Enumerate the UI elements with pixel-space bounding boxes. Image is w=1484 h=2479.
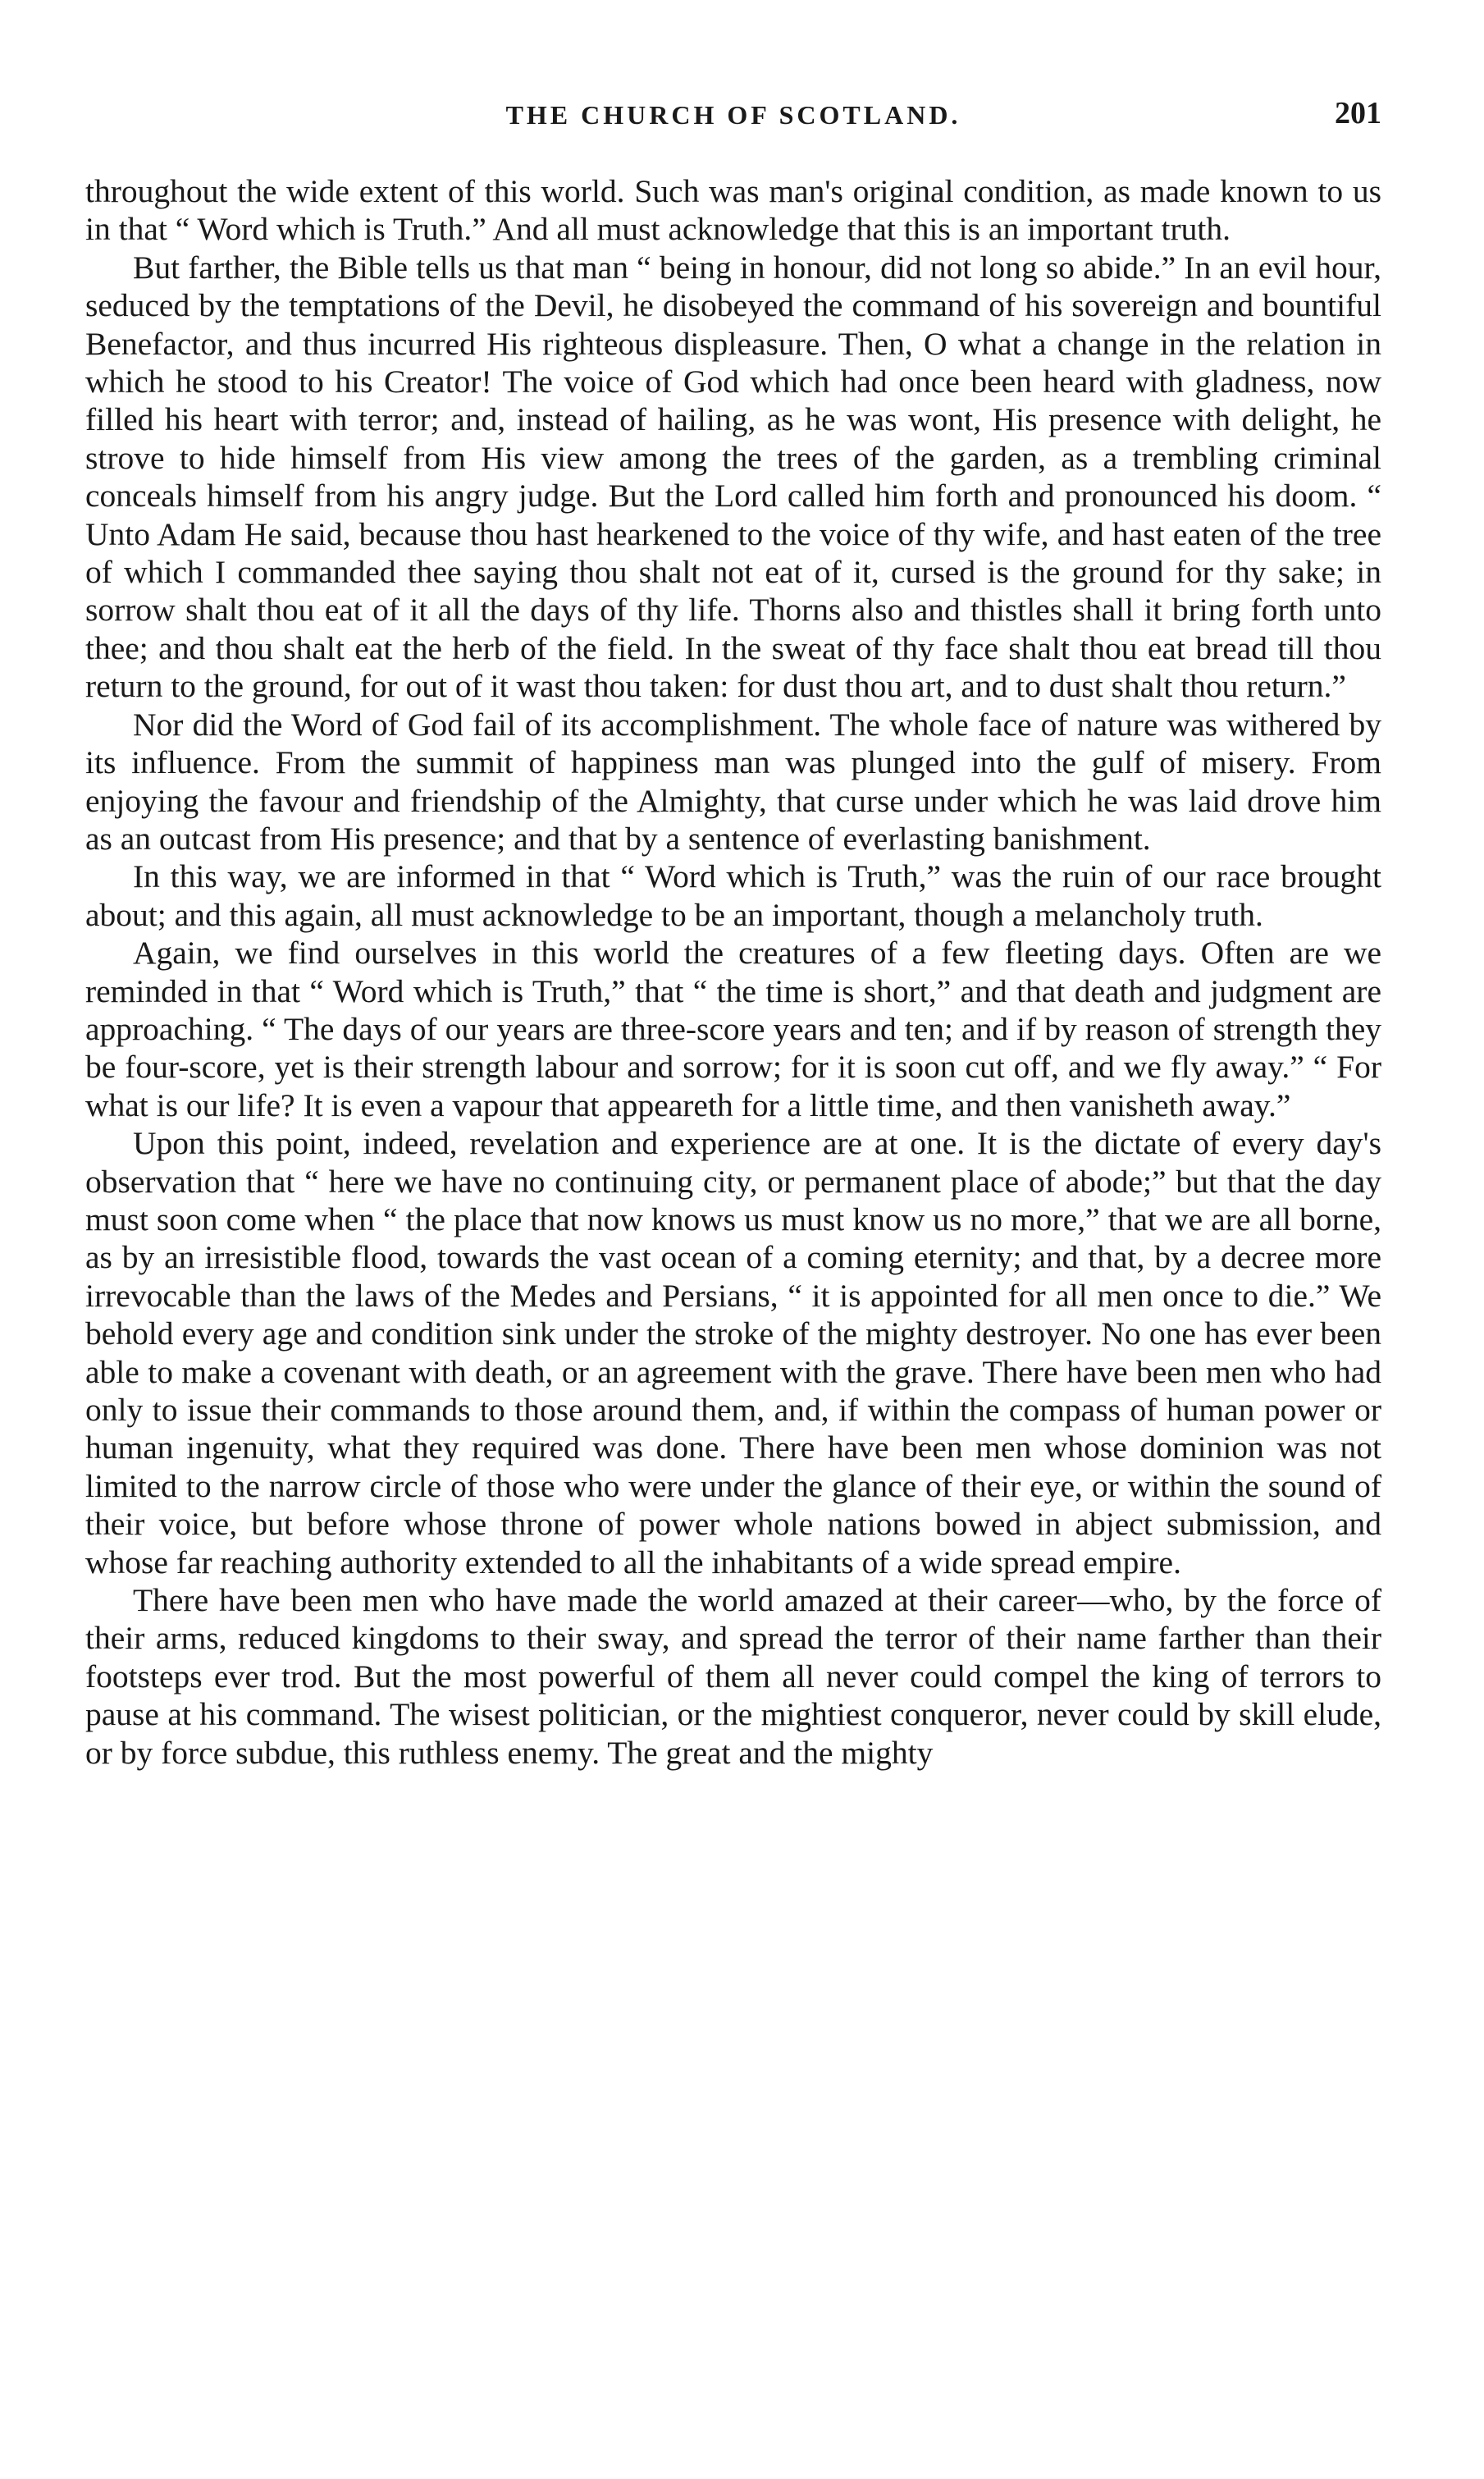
paragraph-curse-accomplished: Nor did the Word of God fail of its accomplishment. The whole face of nature was withered by its influence. From the summit of happiness man was plunged into the gulf of misery. From enjoying the favour and friendship of the Almighty, that curse under which he was laid drove him as an outcast from His presence; and that by a sentence of everlasting banishment.	[85, 706, 1381, 857]
page-number: 201	[1335, 96, 1381, 130]
paragraph-ruin-of-race: In this way, we are informed in that “ Word which is Truth,” was the ruin of our race brought about; and this again, all must acknowledge to be an important, though a melancholy truth.	[85, 858, 1381, 933]
body-text	[85, 172, 1381, 1772]
running-head	[85, 92, 1381, 141]
running-title: THE CHURCH OF SCOTLAND.	[505, 100, 961, 130]
paragraph-fleeting-days: Again, we find ourselves in this world the creatures of a few fleeting days. Often are we reminded in that “ Word which is Truth,” that “ the time is short,” and that death and judgment are approaching. “ The days of our years are three-score years and ten; and if by reason of strength they be four-score, yet is their strength labour and sorrow; for it is soon cut off, and we fly away.” “ For what is our life? It is even a vapour that appeareth for a little time, and then vanisheth away.”	[85, 935, 1381, 1123]
book-page	[85, 92, 1381, 1772]
paragraph-conquerors: There have been men who have made the world amazed at their career—who, by the force of their arms, reduced kingdoms to their sway, and spread the terror of their name farther than their footsteps ever trod. But the most powerful of them all never could compel the king of terrors to pause at his command. The wisest politician, or the mightiest conqueror, never could by skill elude, or by force subdue, this ruthless enemy. The great and the mighty	[85, 1582, 1381, 1771]
paragraph-fall-of-man: But farther, the Bible tells us that man “ being in honour, did not long so abide.” In an evil hour, seduced by the temptations of the Devil, he disobeyed the command of his sovereign and bountiful Benefactor, and thus incurred His righteous displeasure. Then, O what a change in the relation in which he stood to his Creator! The voice of God which had once been heard with gladness, now filled his heart with terror; and, instead of hailing, as he was wont, His presence with delight, he strove to hide himself from His view among the trees of the garden, as a trembling criminal conceals himself from his angry judge. But the Lord called him forth and pronounced his doom. “ Unto Adam He said, because thou hast hearkened to the voice of thy wife, and hast eaten of the tree of which I commanded thee saying thou shalt not eat of it, cursed is the ground for thy sake; in sorrow shalt thou eat of it all the days of thy life. Thorns also and thistles shall it bring forth unto thee; and thou shalt eat the herb of the field. In the sweat of thy face shalt thou eat bread till thou return to the ground, for out of it wast thou taken: for dust thou art, and to dust shalt thou return.”	[85, 249, 1381, 705]
paragraph-continued: throughout the wide extent of this world. Such was man's original condition, as made known to us in that “ Word which is Truth.” And all must acknowledge that this is an important truth.	[85, 173, 1381, 248]
paragraph-revelation-experience: Upon this point, indeed, revelation and experience are at one. It is the dictate of every day's observation that “ here we have no continuing city, or permanent place of abode;” but that the day must soon come when “ the place that now knows us must know us no more,” that we are all borne, as by an irresistible flood, towards the vast ocean of a coming eternity; and that, by a decree more irrevocable than the laws of the Medes and Persians, “ it is appointed for all men once to die.” We behold every age and condition sink under the stroke of the mighty destroyer. No one has ever been able to make a covenant with death, or an agreement with the grave. There have been men who had only to issue their commands to those around them, and, if within the compass of human power or human ingenuity, what they required was done. There have been men whose dominion was not limited to the narrow circle of those who were under the glance of their eye, or within the sound of their voice, but before whose throne of power whole nations bowed in abject submission, and whose far reaching authority extended to all the inhabitants of a wide spread empire.	[85, 1125, 1381, 1580]
